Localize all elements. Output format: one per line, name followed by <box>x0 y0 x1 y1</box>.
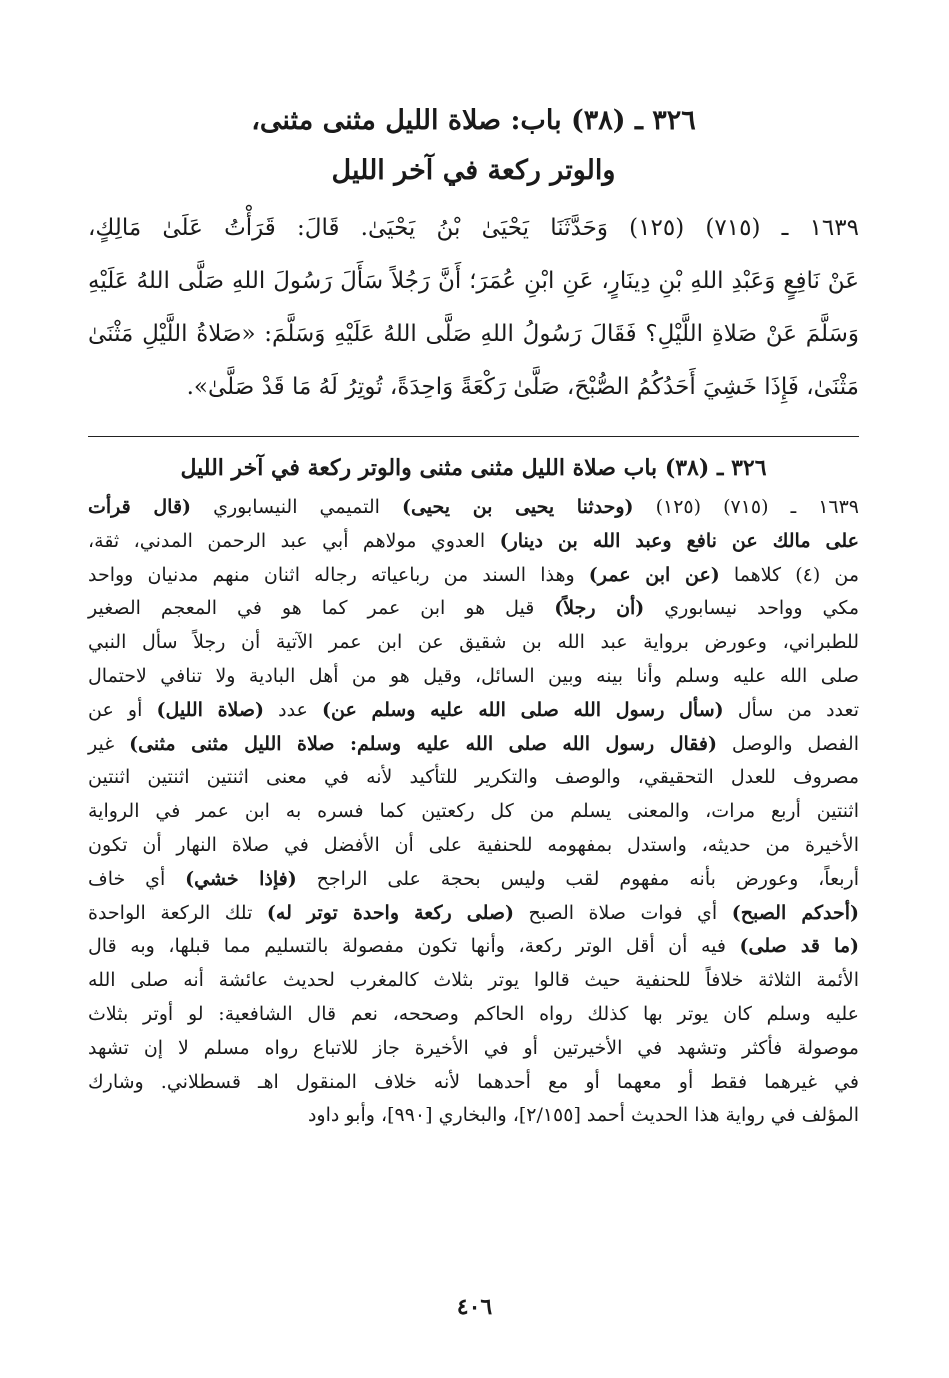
commentary-quoted-text: (سأل رسول الله صلى الله عليه وسلم عن) <box>321 698 724 721</box>
commentary-line <box>88 626 859 660</box>
commentary-quoted-text: (وحدثنا يحيى بن يحيى) <box>401 496 634 518</box>
commentary-line <box>88 592 859 626</box>
commentary-segment: في غيرهما فقط أو معهما أو مع أحدهما لأنه خلاف المنقول اهـ قسطلاني. وشارك <box>88 1070 859 1093</box>
commentary-segment: أربعاً، وعورض بأنه مفهوم لقب وليس بحجة على الراجح <box>296 867 859 890</box>
commentary-segment: الأخيرة من حديثه، واستدل بمفهومه للحنفية على أن الأفضل في صلاة النهار أن تكون <box>88 833 859 856</box>
commentary-line <box>88 863 859 897</box>
commentary-segment: عليه وسلم كان يوتر بها كذلك رواه الحاكم وصححه، نعم قال الشافعية: لو أوتر بثلاث <box>88 1002 859 1025</box>
commentary-line <box>88 1099 859 1133</box>
commentary-segment: أو عن <box>88 698 157 721</box>
commentary-quoted-text: (صلاة الليل) <box>156 698 265 721</box>
commentary-segment: تعدد من سأل <box>723 698 859 721</box>
commentary-line <box>88 795 859 829</box>
hadith-text <box>88 202 859 414</box>
commentary-line <box>88 998 859 1032</box>
commentary-segment: وهذا السند من رباعياته رجاله اثنان منهم مدنيان وواحد <box>88 563 589 586</box>
commentary-segment: صلى الله عليه وسلم وأنا بينه وبين السائل، وقيل هو من أهل البادية ولا تنافي لاحتمال <box>88 664 859 687</box>
commentary-line <box>88 930 859 964</box>
commentary-segment: مكي وواحد نيسابوري <box>644 597 860 620</box>
commentary-quoted-text: (عن ابن عمر) <box>588 563 720 586</box>
commentary-segment: عدد <box>264 698 322 721</box>
commentary-segment: فيه أن أقل الوتر ركعة، وأنها تكون مفصولة بالتسليم مما قبلها، وبه قال <box>88 935 740 958</box>
commentary-segment: الأئمة الثلاثة خلافاً للحنفية حيث قالوا يوتر بثلاث كالمغرب لحديث عائشة أنه صلى الله <box>88 969 859 992</box>
commentary-line <box>88 694 859 728</box>
commentary-line <box>88 964 859 998</box>
commentary-line <box>88 829 859 863</box>
commentary-segment: التميمي النيسابوري <box>191 496 402 518</box>
commentary-segment: أي فوات صلاة الصبح <box>514 901 732 924</box>
commentary-segment: اثنتين أربع مرات، والمعنى يسلم من كل ركعتين كما فسره به ابن عمر في الرواية <box>88 800 859 823</box>
commentary-quoted-text: (أحدكم الصبح) <box>731 901 859 924</box>
commentary-quoted-text: (قال قرأت <box>88 496 192 518</box>
chapter-heading-line1: ٣٢٦ ـ (٣٨) باب: صلاة الليل مثنى مثنى، <box>251 105 696 136</box>
commentary-segment: للطبراني، وعورض برواية عبد الله بن شقيق عن ابن عمر الآتية أن رجلاً سأل النبي <box>88 631 859 654</box>
hadith-line: ١٦٣٩ ـ (٧١٥) (١٢٥) وَحَدَّثَنَا يَحْيَىٰ بْنُ يَحْيَىٰ. قَالَ: قَرَأْتُ عَلَىٰ مَالِكٍ، <box>88 215 859 241</box>
commentary-quoted-text: (ما قد صلى) <box>739 935 859 958</box>
chapter-heading-line2: والوتر ركعة في آخر الليل <box>331 155 616 186</box>
commentary-quoted-text: (فإذا خشي) <box>185 867 297 890</box>
commentary-segment: تلك الركعة الواحدة <box>88 901 267 924</box>
page-number: ٤٠٦ <box>456 1294 493 1320</box>
commentary-segment: المؤلف في رواية هذا الحديث أحمد [٢/١٥٥]، والبخاري [٩٩٠]، وأبو داود <box>307 1104 859 1127</box>
commentary-line <box>88 761 859 795</box>
commentary-segment: الفصل والوصل <box>716 732 859 755</box>
commentary-line <box>88 525 859 559</box>
commentary-segment: أي خاف <box>88 867 186 890</box>
commentary-title: ٣٢٦ ـ (٣٨) باب صلاة الليل مثنى مثنى والوتر ركعة في آخر الليل <box>180 455 767 481</box>
commentary-segment: ١٦٣٩ ـ (٧١٥) (١٢٥) <box>633 496 860 518</box>
hadith-line: وَسَلَّمَ عَنْ صَلاةِ اللَّيْلِ؟ فَقَالَ رَسُولُ اللهِ صَلَّى اللهُ عَلَيْهِ وَسَلَّمَ: «صَلاةُ اللَّيْلِ مَثْنَىٰ <box>88 321 859 347</box>
commentary-segment: موصولة فأكثر وتشهد في الأخيرتين أو في الأخيرة جاز للاتباع رواه مسلم لا إن تشهد <box>88 1036 859 1059</box>
commentary-segment: العدوي مولاهم أبي عبد الرحمن المدني، ثقة، <box>88 529 500 552</box>
commentary-line <box>88 559 859 593</box>
commentary-segment: من (٤) كلاهما <box>719 563 859 586</box>
section-divider <box>88 436 859 437</box>
commentary-segment: غير <box>88 732 130 755</box>
commentary-quoted-text: (صلى ركعة واحدة توتر له) <box>266 901 514 924</box>
commentary-line <box>88 897 859 931</box>
hadith-line: عَنْ نَافِعٍ وَعَبْدِ اللهِ بْنِ دِينَارٍ، عَنِ ابْنِ عُمَرَ؛ أَنَّ رَجُلاً سَأَلَ رَسُولَ اللهِ صَلَّى اللهُ عَلَيْهِ <box>88 268 859 294</box>
commentary-line <box>88 1066 859 1100</box>
commentary-text <box>88 491 859 1133</box>
commentary-line <box>88 1032 859 1066</box>
commentary-quoted-text: على مالك عن نافع وعبد الله بن دينار) <box>499 529 859 552</box>
page <box>88 96 859 1133</box>
commentary-line <box>88 491 859 525</box>
commentary-line <box>88 660 859 694</box>
commentary-segment: قيل هو ابن عمر كما هو في المعجم الصغير <box>88 597 555 620</box>
commentary-line <box>88 728 859 762</box>
commentary-quoted-text: (فقال رسول الله صلى الله عليه وسلم: صلاة الليل مثنى مثنى) <box>129 732 717 755</box>
hadith-line: مَثْنَىٰ، فَإِذَا خَشِيَ أَحَدُكُمُ الصُّبْحَ، صَلَّىٰ رَكْعَةً وَاحِدَةً، تُوتِرُ لَهُ مَا قَدْ صَلَّىٰ». <box>186 374 859 400</box>
commentary-quoted-text: (أن رجلاً) <box>554 597 645 620</box>
commentary-segment: مصروف للعدل التحقيقي، والوصف والتكرير للتأكيد لأنه في معنى اثنتين اثنتين اثنتين <box>88 766 859 789</box>
